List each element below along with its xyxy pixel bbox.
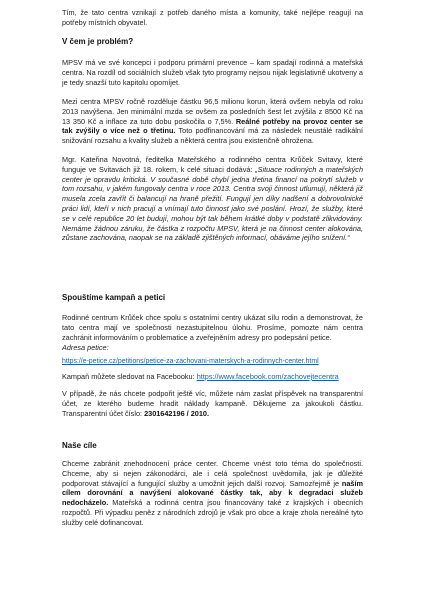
goals-paragraph bbox=[62, 459, 363, 528]
problem-paragraph-2 bbox=[62, 97, 363, 146]
petition-label: Adresa petice: bbox=[62, 343, 109, 352]
campaign-paragraph-2 bbox=[62, 389, 363, 418]
problem-p2-text-a: Mezi centra MPSV ročně rozděluje částku 96,5 milionu korun, která ovšem nebyla od roku 2013 navýšena. Jen minimální mzda se ovšem za posledních šest let zvýšila z 8500 Kč na 13 350 Kč a inflace za tuto dobu poskočila o 7,5%. bbox=[62, 97, 363, 126]
facebook-link[interactable]: https://www.facebook.com/zachovejtecentra bbox=[196, 372, 339, 381]
intro-paragraph: Tím, že tato centra vznikají z potřeb daného místa a komunity, také nejlépe reagují na potřeby místních obyvatel. bbox=[62, 8, 363, 27]
campaign-paragraph-1: Rodinné centrum Krůček chce spolu s ostatními centry ukázat sílu rodin a demonstrovat, že tato centra mají ve společnosti nezastupitelnou úlohu. Prosíme, pomozte nám centra zachránit informováním o problematice a zveřejněním adresy pro podepsání petice. bbox=[62, 313, 363, 342]
petition-line bbox=[62, 357, 363, 367]
director-quote: „Situace rodinných a mateřských center je opravdu kritická. V současné době chybí jedna třetina financí na pokrytí služeb v tom rozsahu, v jakém fungovaly centra v roce 2013. Centra svoji činnost utlumují, některá již musela zcela zavřít či balancují na hraně přežití. Fungují jen díky nadšení a dobrovolnické práci lidí, kteří v nich pracují a vnímají tuto činnost jako své poslání. Hrozí, že služby, které se v celé republice 20 let budují, mohou být tak během krátké doby v podstatě zlikvidovány. Nemáme žádnou záruku, že částka z rozpočtu MPSV, která je na činnost center alokována, zůstane zachována, naopak se na základě zjištěných informací, obáváme jejího snížení.“ bbox=[62, 164, 363, 243]
facebook-line bbox=[62, 372, 363, 382]
heading-problem: V čem je problém? bbox=[62, 37, 134, 46]
heading-campaign: Spouštíme kampaň a petici bbox=[62, 293, 166, 302]
account-number: 2301642196 / 2010. bbox=[144, 408, 210, 418]
goals-highlight: naším cílem dorovnání a navýšení alokované částky tak, aby k degradaci služeb nedocházelo. bbox=[62, 478, 364, 508]
problem-p2-text-c: Toto podfinancování má za následek neustálé radikální snižování rozsahu a kvality služeb a některá centra jsou existenčně ohrožena. bbox=[62, 126, 363, 146]
goals-text-a: Chceme zabránit znehodnocení práce center. Chceme vnést toto téma do společnosti. Chceme, aby si nejen zákonodárci, ale i celá společnost uvědomila, jak je důležité podporovat stávající a fungující služby a umožnit jejich další rozvoj. Samozřejmě je bbox=[62, 459, 363, 488]
facebook-text: Kampaň můžete sledovat na Facebooku: bbox=[62, 372, 195, 381]
heading-goals: Naše cíle bbox=[62, 441, 97, 450]
petition-link[interactable]: https://e-petice.cz/petitions/petice-za-zachovani-materskych-a-rodinnych-center.html bbox=[62, 358, 319, 365]
support-text: V případě, že nás chcete podpořit ještě víc, můžete nám zaslat příspěvek na transparentní účet, ze kterého budeme hradit náklady kampaně. Děkujeme za jakoukoli částku. Transparentní účet číslo: bbox=[62, 389, 363, 418]
problem-p2-highlight: Reálné potřeby na provoz center se tak zvýšily o více než o třetinu. bbox=[62, 116, 363, 136]
director-intro: Mgr. Kateřina Novotná, ředitelka Mateřského a rodinného centra Krůček Svitavy, které funguje ve Svitavách již 18. rokem, k celé situaci dodává: bbox=[62, 155, 363, 174]
problem-paragraph-3 bbox=[62, 155, 363, 243]
problem-paragraph-1: MPSV má ve své koncepci i podporu primární prevence – kam spadají rodinná a mateřská centra. Na rozdíl od sociálních služeb však tyto programy nejsou nijak legislativně ukotveny a je tedy snazší tuto kapitolu opomíjet. bbox=[62, 58, 363, 87]
goals-text-c: Mateřská a rodinná centra jsou financovány také z krajských i obecních rozpočtů. Při výpadku peněz z národních zdrojů je však pro obce a kraje zhola nereálné tyto služby celé dofinancovat. bbox=[62, 498, 363, 527]
